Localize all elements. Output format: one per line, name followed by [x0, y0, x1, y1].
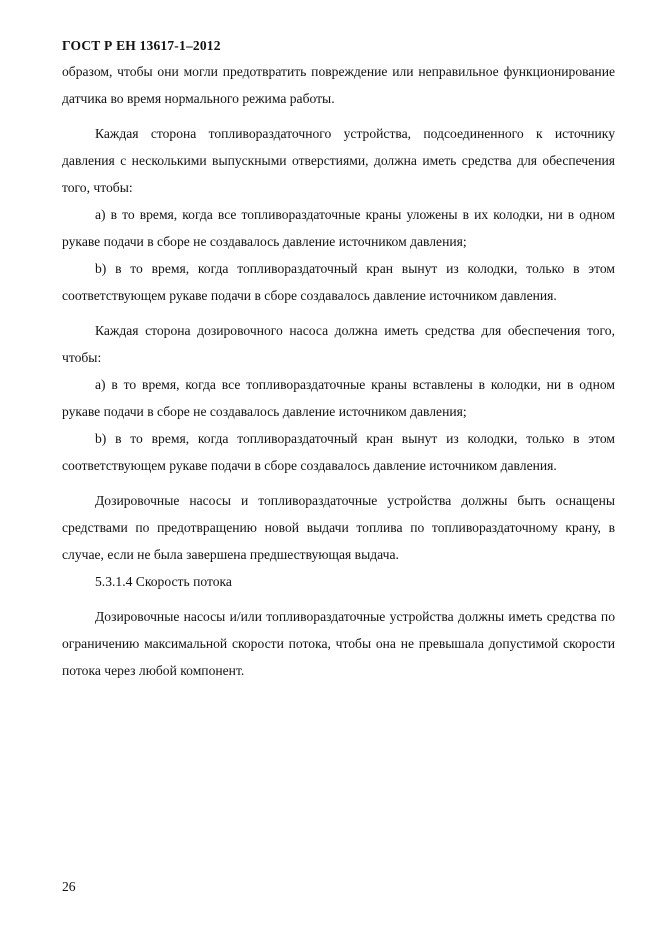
paragraph-flow-rate: Дозировочные насосы и/или топливораздаточные устройства должны иметь средства по ограничению максимальной скорости потока, чтобы она не превышала допустимой скорости потока через любой компонент. [62, 609, 615, 678]
list-item-a: a) в то время, когда все топливораздаточные краны уложены в их колодки, ни в одном рукаве подачи в сборе не создавалось давление источником давления; [62, 207, 615, 249]
document-header: ГОСТ Р ЕН 13617-1–2012 [62, 38, 221, 53]
section-heading: 5.3.1.4 Скорость потока [95, 574, 232, 589]
page-number: 26 [62, 879, 76, 894]
paragraph-dispenser-requirement: Каждая сторона топливораздаточного устройства, подсоединенного к источнику давления с несколькими выпускными отверстиями, должна иметь средства для обеспечения того, чтобы: [62, 126, 615, 195]
list-item-b: b) в то время, когда топливораздаточный кран вынут из колодки, только в этом соответствующем рукаве подачи в сборе создавалось давление источником давления. [62, 431, 615, 473]
list-item-a: a) в то время, когда все топливораздаточные краны вставлены в колодки, ни в одном рукаве подачи в сборе не создавалось давление источником давления; [62, 377, 615, 419]
paragraph-prevent-new-delivery: Дозировочные насосы и топливораздаточные устройства должны быть оснащены средствами по предотвращению новой выдачи топлива по топливораздаточному крану, в случае, если не была завершена предшествующая выдача. [62, 493, 615, 562]
paragraph-continuation: образом, чтобы они могли предотвратить повреждение или неправильное функционирование датчика во время нормального режима работы. [62, 64, 615, 106]
list-item-b: b) в то время, когда топливораздаточный кран вынут из колодки, только в этом соответствующем рукаве подачи в сборе создавалось давление источником давления. [62, 261, 615, 303]
paragraph-pump-requirement: Каждая сторона дозировочного насоса должна иметь средства для обеспечения того, чтобы: [62, 323, 615, 365]
document-body [62, 58, 615, 684]
